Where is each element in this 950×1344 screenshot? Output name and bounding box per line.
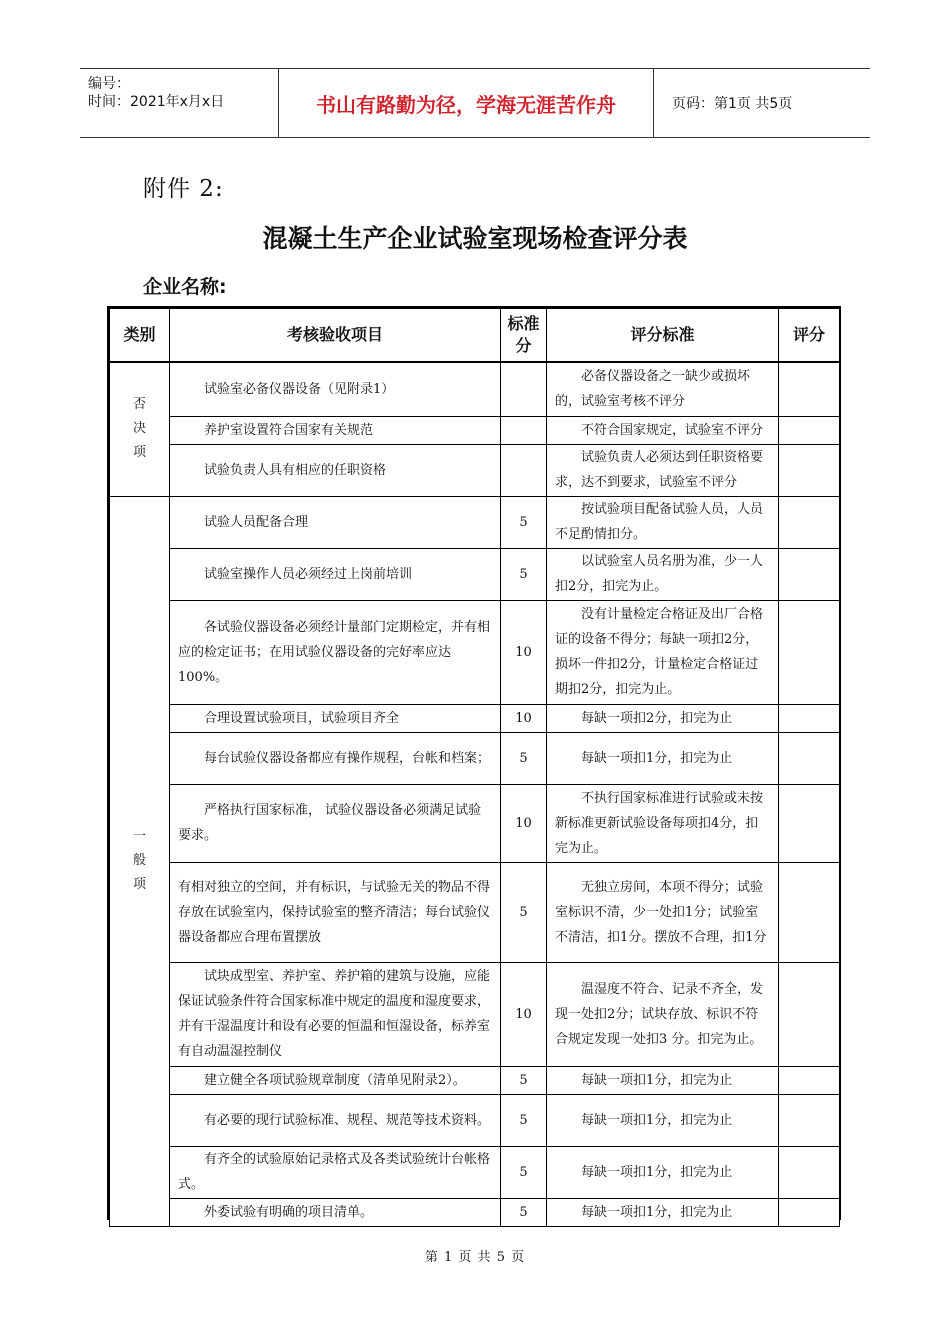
header-score: 评分 — [779, 309, 840, 363]
header-category: 类别 — [110, 309, 170, 363]
standard-cell: 10 — [501, 704, 547, 732]
table-row — [110, 1146, 840, 1198]
criteria-cell: 以试验室人员名册为准，少一人扣2分，扣完为止。 — [547, 548, 779, 600]
criteria-cell: 温湿度不符合、记录不齐全，发现一处扣2分；试块存放、标识不符合规定发现一处扣3 分。扣完为止。 — [547, 962, 779, 1066]
standard-cell: 10 — [501, 962, 547, 1066]
company-name-label: 企业名称: — [143, 276, 227, 298]
table-row — [110, 444, 840, 496]
criteria-cell: 每缺一项扣1分，扣完为止 — [547, 1198, 779, 1226]
score-cell[interactable] — [779, 1094, 840, 1146]
standard-cell: 5 — [501, 496, 547, 548]
standard-cell: 5 — [501, 862, 547, 962]
item-cell: 试验室操作人员必须经过上岗前培训 — [170, 548, 501, 600]
general-category-cell — [110, 496, 170, 1226]
table-row — [110, 862, 840, 962]
criteria-cell: 试验负责人必须达到任职资格要求，达不到要求，试验室不评分 — [547, 444, 779, 496]
standard-cell: 5 — [501, 1094, 547, 1146]
item-cell: 试验室必备仪器设备（见附录1） — [170, 362, 501, 416]
header-meta — [80, 69, 279, 137]
item-cell: 建立健全各项试验规章制度（清单见附录2）。 — [170, 1066, 501, 1094]
standard-cell: 5 — [501, 1066, 547, 1094]
score-cell[interactable] — [779, 784, 840, 862]
header-item: 考核验收项目 — [170, 309, 501, 363]
header-standard: 标准分 — [501, 309, 547, 363]
motto-text: 书山有路勤为径，学海无涯苦作舟 — [316, 92, 616, 117]
standard-cell — [501, 362, 547, 416]
table-row — [110, 1198, 840, 1226]
veto-category-cell — [110, 362, 170, 496]
item-cell: 外委试验有明确的项目清单。 — [170, 1198, 501, 1226]
table-row — [110, 1066, 840, 1094]
time-label: 时间：2021年x月x日 — [88, 94, 225, 110]
score-cell[interactable] — [779, 362, 840, 416]
criteria-cell: 不符合国家规定，试验室不评分 — [547, 416, 779, 444]
criteria-cell: 每缺一项扣2分，扣完为止 — [547, 704, 779, 732]
standard-cell — [501, 444, 547, 496]
score-cell[interactable] — [779, 444, 840, 496]
attachment-label: 附件 2: — [143, 176, 224, 202]
item-cell: 每台试验仪器设备都应有操作规程，台帐和档案； — [170, 732, 501, 784]
table-row — [110, 548, 840, 600]
table-row — [110, 416, 840, 444]
header-motto — [279, 69, 654, 137]
score-cell[interactable] — [779, 548, 840, 600]
item-cell: 各试验仪器设备必须经计量部门定期检定，并有相应的检定证书；在用试验仪器设备的完好率应达100%。 — [170, 600, 501, 704]
page-label: 页码：第1页 共5页 — [672, 96, 793, 112]
table-row — [110, 600, 840, 704]
page-footer: 第 1 页 共 5 页 — [424, 1250, 526, 1265]
standard-cell: 5 — [501, 548, 547, 600]
item-cell: 试验负责人具有相应的任职资格 — [170, 444, 501, 496]
veto-category-label: 否决项 — [132, 397, 146, 461]
criteria-cell: 无独立房间，本项不得分；试验室标识不清，少一处扣1分；试验室不清洁，扣1分。摆放不合理，扣1分 — [547, 862, 779, 962]
score-table — [109, 308, 840, 1227]
standard-cell: 5 — [501, 732, 547, 784]
score-cell[interactable] — [779, 962, 840, 1066]
criteria-cell: 每缺一项扣1分，扣完为止 — [547, 1066, 779, 1094]
document-title: 混凝土生产企业试验室现场检查评分表 — [262, 224, 688, 253]
table-row — [110, 962, 840, 1066]
criteria-cell: 不执行国家标准进行试验或未按新标准更新试验设备每项扣4分，扣完为止。 — [547, 784, 779, 862]
criteria-cell: 每缺一项扣1分，扣完为止 — [547, 1146, 779, 1198]
number-label: 编号： — [88, 76, 130, 92]
standard-cell: 5 — [501, 1198, 547, 1226]
table-row — [110, 1094, 840, 1146]
score-cell[interactable] — [779, 1146, 840, 1198]
score-cell[interactable] — [779, 1198, 840, 1226]
item-cell: 合理设置试验项目，试验项目齐全 — [170, 704, 501, 732]
table-row — [110, 732, 840, 784]
table-row — [110, 496, 840, 548]
criteria-cell: 必备仪器设备之一缺少或损坏的，试验室考核不评分 — [547, 362, 779, 416]
score-cell[interactable] — [779, 1066, 840, 1094]
criteria-cell: 每缺一项扣1分，扣完为止 — [547, 732, 779, 784]
header-criteria: 评分标准 — [547, 309, 779, 363]
item-cell: 试块成型室、养护室、养护箱的建筑与设施，应能保证试验条件符合国家标准中规定的温度和湿度要求，并有干湿温度计和设有必要的恒温和恒湿设备，标养室有自动温湿控制仪 — [170, 962, 501, 1066]
score-cell[interactable] — [779, 496, 840, 548]
standard-cell: 5 — [501, 1146, 547, 1198]
criteria-cell: 没有计量检定合格证及出厂合格证的设备不得分；每缺一项扣2分，损坏一件扣2分，计量检定合格证过期扣2分，扣完为止。 — [547, 600, 779, 704]
table-row — [110, 784, 840, 862]
criteria-cell: 每缺一项扣1分，扣完为止 — [547, 1094, 779, 1146]
page-indicator — [664, 69, 870, 137]
item-cell: 养护室设置符合国家有关规范 — [170, 416, 501, 444]
score-cell[interactable] — [779, 862, 840, 962]
table-header-row — [110, 309, 840, 363]
score-cell[interactable] — [779, 704, 840, 732]
criteria-cell: 按试验项目配备试验人员，人员不足酌情扣分。 — [547, 496, 779, 548]
item-cell: 试验人员配备合理 — [170, 496, 501, 548]
standard-cell: 10 — [501, 784, 547, 862]
item-cell: 严格执行国家标准， 试验仪器设备必须满足试验要求。 — [170, 784, 501, 862]
table-row — [110, 362, 840, 416]
item-cell: 有相对独立的空间，并有标识，与试验无关的物品不得存放在试验室内，保持试验室的整齐清洁；每台试验仪器设备都应合理布置摆放 — [170, 862, 501, 962]
item-cell: 有必要的现行试验标准、规程、规范等技术资料。 — [170, 1094, 501, 1146]
standard-cell — [501, 416, 547, 444]
table-row — [110, 704, 840, 732]
item-cell: 有齐全的试验原始记录格式及各类试验统计台帐格式。 — [170, 1146, 501, 1198]
page-header — [80, 68, 870, 138]
score-table-frame — [107, 306, 841, 1220]
general-category-label: 一般项 — [132, 829, 146, 892]
score-cell[interactable] — [779, 600, 840, 704]
score-cell[interactable] — [779, 416, 840, 444]
score-cell[interactable] — [779, 732, 840, 784]
standard-cell: 10 — [501, 600, 547, 704]
